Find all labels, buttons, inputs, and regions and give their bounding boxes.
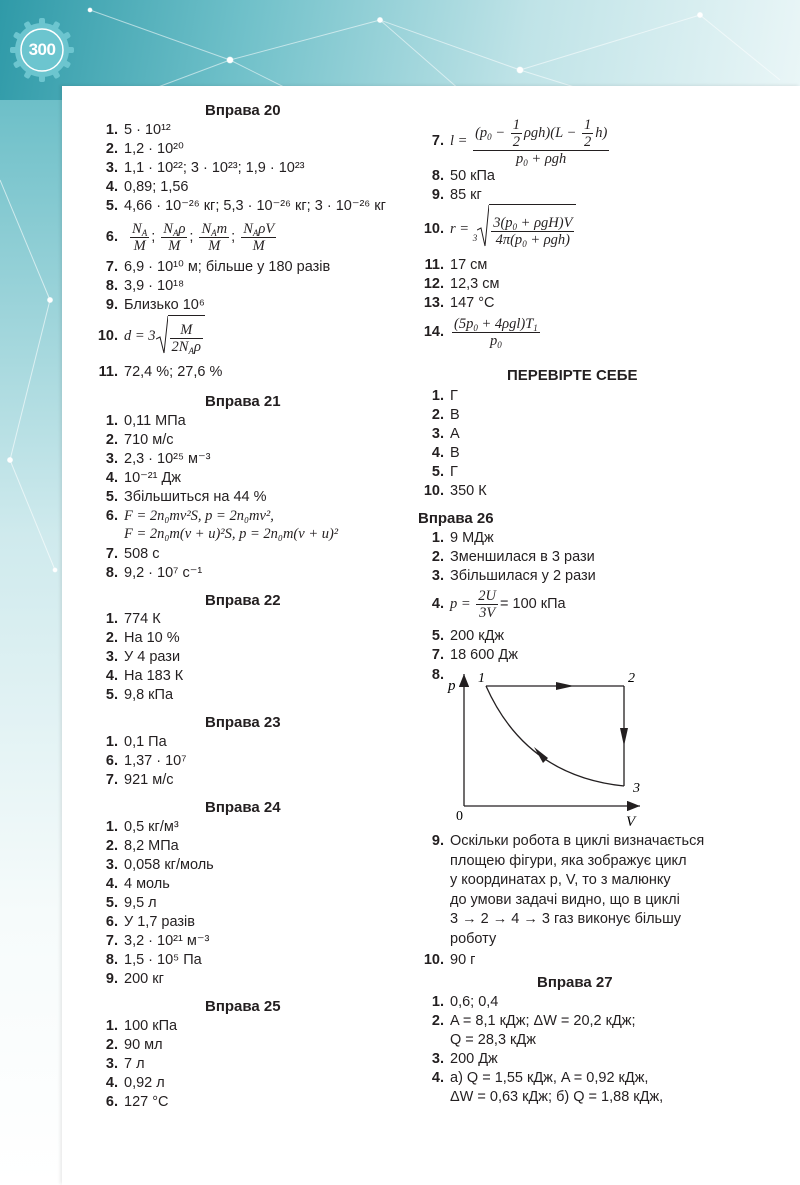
answer-item: 2. 90 мл (105, 1037, 163, 1053)
v-axis-label: V (626, 814, 636, 830)
answer-item: 4. 4 моль (105, 876, 170, 892)
answer-item: 4. На 183 К (105, 668, 184, 684)
answer-item: 7. 921 м/с (105, 772, 174, 788)
arrow-2-3 (620, 728, 628, 746)
answer-item-continuation: F = 2n₀m(v + u)²S, p = 2n₀m(v + u)² (124, 526, 339, 542)
answer-item-continuation: ΔW = 0,63 кДж; б) Q = 1,88 кДж, (450, 1089, 664, 1105)
answer-item: 5. 4,66 · 10⁻²⁶ кг; 5,3 · 10⁻²⁶ кг; 3 · 10⁻²⁶ кг (105, 198, 386, 214)
answer-item: 4. а) Q = 1,55 кДж, A = 0,92 кДж, (431, 1070, 649, 1086)
answer-item: 1. 0,6; 0,4 (431, 994, 499, 1010)
answer-item: 3. А (431, 426, 460, 442)
answer-item: 7. 18 600 Дж (431, 647, 518, 663)
answer-item: 1. 5 · 10¹² (105, 122, 171, 138)
answer-item-formula: 7. l = ($p_0$ − $\frac{1}{2}$ ρgh)(L − $\frac{1}{2}$ h) $p_0 + \rho gh$ (418, 116, 611, 167)
answer-item: 4. 10⁻²¹ Дж (105, 470, 181, 486)
section-title: Вправа 23 (205, 714, 281, 731)
answer-item-formula: 14. $(5p_0 + 4\rho gl)T_1$ $p_0$ (418, 312, 542, 352)
answer-item: 5. 200 кДж (431, 628, 505, 644)
answer-item: 12. 12,3 см (423, 276, 500, 292)
answer-item: 8. 3,9 · 10¹⁸ (105, 278, 185, 294)
answer-item: 5. 9,8 кПа (105, 687, 174, 703)
network-pattern (0, 0, 800, 100)
answer-item: 8. (431, 667, 444, 683)
point-3-label: 3 (633, 781, 640, 796)
answer-item: 7. 508 с (105, 546, 160, 562)
answer-item: 2. 1,2 · 10²⁰ (105, 141, 184, 157)
page-number: 300 (28, 40, 56, 59)
answer-item: 2. На 10 % (105, 630, 180, 646)
section-title: ПЕРЕВІРТЕ СЕБЕ (507, 367, 638, 384)
left-decorative-strip (0, 100, 62, 1185)
answer-item: 9. 200 кг (105, 971, 164, 987)
formula: r = $_3$ $3(p_0 + \rho gH)V$ $4\pi(p_0 + \rho gh)$ (450, 221, 576, 237)
answer-item: 11. 17 см (424, 257, 488, 273)
answer-item: 3. 200 Дж (431, 1051, 498, 1067)
answer-item: 7. 3,2 · 10²¹ м⁻³ (105, 933, 210, 949)
answer-item: 11. 72,4 %; 27,6 % (98, 364, 223, 380)
answer-item: 10. 90 г (423, 952, 476, 968)
answer-item: 10. 350 К (423, 483, 487, 499)
formula: $\frac{N_A}{M}$ ; $N_A\rho$ M ; $N_Am$ M ; $N_A\rho V$ M (132, 220, 275, 254)
answer-item: 3. 7 л (105, 1056, 145, 1072)
answer-item: 3. 2,3 · 10²⁵ м⁻³ (105, 451, 211, 467)
answer-item: 1. 0,5 кг/м³ (105, 819, 179, 835)
answer-item-formula: 4. p = $\frac{2U}{3V}$ = 100 кПа (431, 588, 566, 622)
answer-item: 9. 85 кг (431, 187, 482, 203)
point-2-label: 2 (628, 671, 635, 686)
answer-item: 1. 774 К (105, 611, 161, 627)
answer-item: 1. Г (431, 388, 458, 404)
p-axis-label: p (448, 678, 456, 694)
answer-item: 6. F = 2n₀mv²S, p = 2n₀mv², (105, 508, 274, 524)
answer-item: 2. Зменшилася в 3 рази (431, 549, 595, 565)
answer-item: 7. 6,9 · 10¹⁰ м; більше у 180 разів (105, 259, 331, 275)
answer-item: 3. Збільшилася у 2 рази (431, 568, 596, 584)
answer-item: 5. Збільшиться на 44 % (105, 489, 267, 505)
answer-item: 8. 50 кПа (431, 168, 495, 184)
answer-item: 3. 1,1 · 10²²; 3 · 10²³; 1,9 · 10²³ (105, 160, 305, 176)
answer-item: 2. В (431, 407, 460, 423)
section-title: Вправа 21 (205, 393, 281, 410)
answer-item: 8. 1,5 · 10⁵ Па (105, 952, 202, 968)
answer-item-formula: 6. $\frac{N_A}{M}$ ; $N_A\rho$ M ; $N_Am$ M ; $N_A\rho V$ M (92, 218, 278, 256)
answer-item-continuation: Q = 28,3 кДж (450, 1032, 536, 1048)
answer-item: 4. В (431, 445, 460, 461)
point-1-label: 1 (478, 671, 485, 686)
section-title: Вправа 25 (205, 998, 281, 1015)
answer-item: 4. 0,92 л (105, 1075, 165, 1091)
pv-cycle-diagram (440, 666, 650, 830)
formula: l = ($p_0$ − $\frac{1}{2}$ ρgh)(L − $\frac{1}{2}$ h) $p_0 + \rho gh$ (450, 116, 608, 168)
answer-item: 6. 1,37 · 10⁷ (105, 753, 187, 769)
answer-item: 4. 0,89; 1,56 (105, 179, 189, 195)
answer-item: 3. 0,058 кг/моль (105, 857, 214, 873)
answer-item: 8. 9,2 · 10⁷ с⁻¹ (105, 565, 203, 581)
answer-item: 5. 9,5 л (105, 895, 157, 911)
answer-item: 6. У 1,7 разів (105, 914, 195, 930)
answer-item: 1. 0,11 МПа (105, 413, 186, 429)
section-title: Вправа 20 (205, 102, 281, 119)
section-title: Вправа 24 (205, 799, 281, 816)
answer-item: 2. 8,2 МПа (105, 838, 179, 854)
answer-item-multiline: 9. Оскільки робота в циклі визначається площею фігури, яка зображує цикл у координатах p, V, то з малюнку до умови задачі видно, що в циклі 3 → 2 → 4 → 3 газ виконує більшу роботу (431, 833, 705, 947)
answer-item: 3. У 4 рази (105, 649, 181, 665)
section-title: Вправа 22 (205, 592, 281, 609)
answer-item: 1. 9 МДж (431, 530, 494, 546)
answer-item-formula: 10. r = $_3$ $3(p_0 + \rho gH)V$ $4\pi(p_0 + \rho gh)$ (418, 204, 576, 262)
section-title: Вправа 26 (418, 510, 494, 527)
header-banner (0, 0, 800, 100)
answer-item: 1. 0,1 Па (105, 734, 167, 750)
answer-item: 2. 710 м/с (105, 432, 174, 448)
answer-item: 5. Г (431, 464, 458, 480)
formula: $(5p_0 + 4\rho gl)T_1$ $p_0$ (454, 316, 538, 351)
formula: p = $\frac{2U}{3V}$ (450, 588, 497, 622)
answer-item: 2. A = 8,1 кДж; ΔW = 20,2 кДж; (431, 1013, 636, 1029)
answer-item: 9. Близько 10⁶ (105, 297, 205, 313)
answer-item: 1. 100 кПа (105, 1018, 178, 1034)
process-3-1 (486, 686, 624, 786)
answer-item: 6. 127 °С (105, 1094, 169, 1110)
origin-label: 0 (456, 809, 463, 824)
answer-item-formula: 10. d = 3 M $2N_A\rho$ (92, 315, 205, 358)
arrow-1-2 (556, 682, 574, 690)
section-title: Вправа 27 (537, 974, 613, 991)
answer-item: 13. 147 °С (423, 295, 495, 311)
arrow-3-1 (534, 747, 548, 763)
formula: d = 3 M $2N_A\rho$ (124, 328, 205, 344)
